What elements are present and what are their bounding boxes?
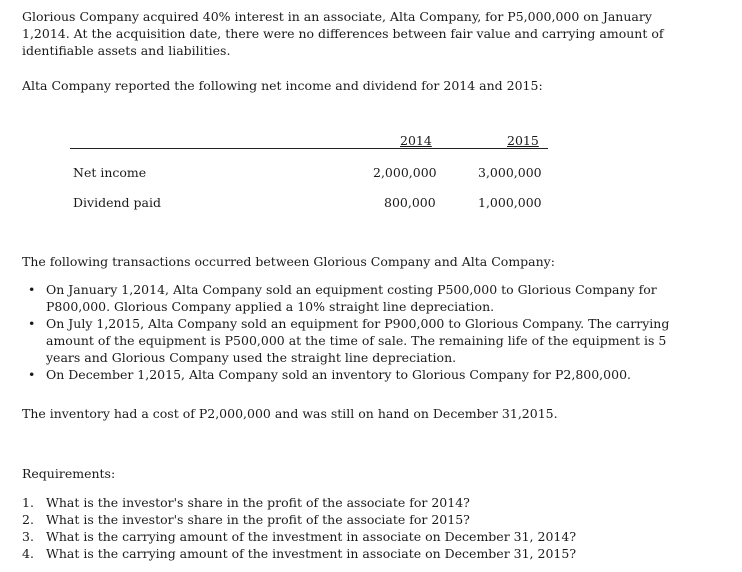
header-rule	[70, 148, 548, 149]
requirement-number: 2.	[22, 512, 34, 527]
net-income-2015: 3,000,000	[478, 165, 542, 180]
dividend-paid-2014: 800,000	[384, 195, 436, 210]
intro-paragraph: Glorious Company acquired 40% interest in an associate, Alta Company, for P5,000,000 on January 1,2014. At the acquisition date, there were no differences between fair value and carrying amount of identifiable assets and liabilities.	[22, 9, 664, 58]
row-label-net-income: Net income	[73, 165, 147, 180]
requirement-number: 3.	[22, 529, 34, 544]
requirement-text: What is the carrying amount of the investment in associate on December 31, 2015?	[46, 546, 577, 561]
row-label-dividend-paid: Dividend paid	[73, 195, 161, 210]
column-header-2015: 2015	[507, 133, 539, 148]
inventory-note: The inventory had a cost of P2,000,000 and was still on hand on December 31,2015.	[22, 406, 558, 421]
bullet-icon: •	[28, 367, 36, 382]
list-item	[22, 528, 702, 545]
list-item	[22, 366, 702, 383]
dividend-paid-2015: 1,000,000	[478, 195, 542, 210]
requirement-text: What is the carrying amount of the investment in associate on December 31, 2014?	[46, 529, 577, 544]
transactions-intro: The following transactions occurred between Glorious Company and Alta Company:	[22, 254, 555, 269]
transaction-text: On December 1,2015, Alta Company sold an inventory to Glorious Company for P2,800,000.	[46, 367, 631, 382]
list-item	[22, 315, 702, 366]
requirement-number: 1.	[22, 495, 34, 510]
requirement-number: 4.	[22, 546, 34, 561]
requirements-list	[22, 494, 702, 562]
requirement-text: What is the investor's share in the profit of the associate for 2014?	[46, 495, 470, 510]
transaction-text: On January 1,2014, Alta Company sold an equipment costing P500,000 to Glorious Company for P800,000. Glorious Company applied a 10% straight line depreciation.	[46, 282, 657, 314]
requirements-title: Requirements:	[22, 466, 116, 481]
transactions-list	[22, 281, 702, 383]
bullet-icon: •	[28, 282, 36, 297]
bullet-icon: •	[28, 316, 36, 331]
list-item	[22, 281, 702, 315]
column-header-2014: 2014	[400, 133, 432, 148]
transaction-text: On July 1,2015, Alta Company sold an equipment for P900,000 to Glorious Company. The carrying amount of the equipment is P500,000 at the time of sale. The remaining life of the equipment is 5 years and Glorious Company used the straight line depreciation.	[46, 316, 670, 365]
list-item	[22, 545, 702, 562]
list-item	[22, 494, 702, 511]
list-item	[22, 511, 702, 528]
net-income-2014: 2,000,000	[373, 165, 437, 180]
report-line: Alta Company reported the following net income and dividend for 2014 and 2015:	[22, 78, 543, 93]
requirement-text: What is the investor's share in the profit of the associate for 2015?	[46, 512, 470, 527]
